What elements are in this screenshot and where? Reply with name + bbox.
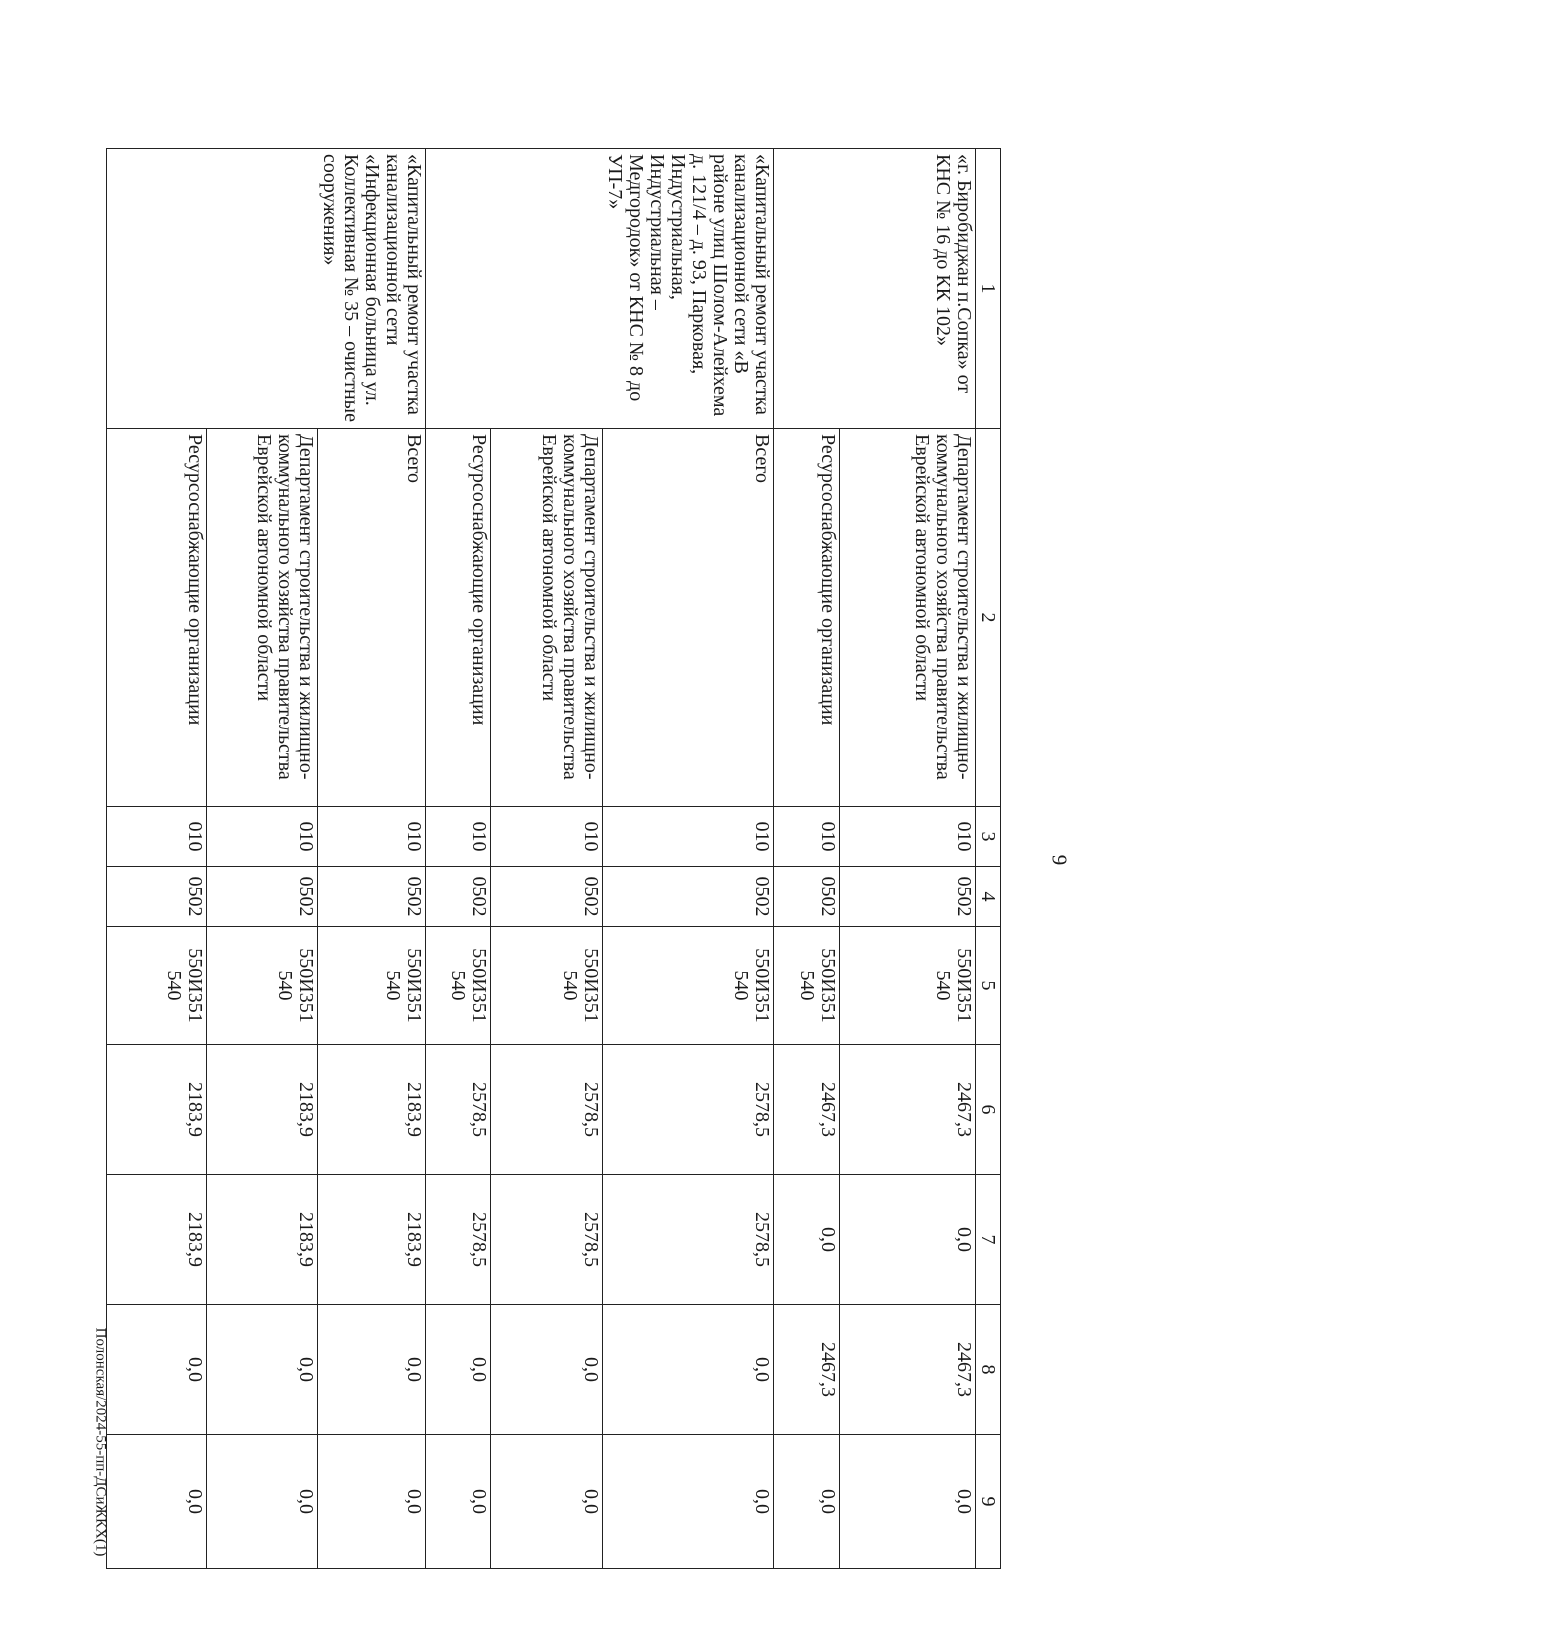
table-row <box>107 149 207 1569</box>
code-cell: 0502 <box>603 867 774 927</box>
object-name-cell <box>774 149 840 429</box>
code-cell: 0502 <box>840 867 976 927</box>
amount-cell: 2183,9 <box>318 1045 426 1175</box>
object-name-cell: «Капитальный ремонт участка канализационной сети «В районе улиц Шолом-Алейхема д. 121/4 – д. 93, Парковая, Индустриальная, Индустриальная – Медгородок» от КНС № 8 до УП-7» <box>603 149 774 429</box>
amount-cell: 2183,9 <box>207 1045 318 1175</box>
code-cell: 0502 <box>491 867 603 927</box>
organization-cell: Всего <box>603 429 774 807</box>
code-cell: 550И351 540 <box>107 927 207 1045</box>
object-name-cell: «Капитальный ремонт участка канализационной сети «Инфекционная больница ул. Коллективная № 35 – очистные сооружения» <box>318 149 426 429</box>
amount-cell: 0,0 <box>426 1435 491 1569</box>
code-cell: 550И351 540 <box>774 927 840 1045</box>
amount-cell: 2183,9 <box>107 1175 207 1305</box>
organization-cell: Всего <box>318 429 426 807</box>
amount-cell: 2183,9 <box>207 1175 318 1305</box>
object-name-cell <box>491 149 603 429</box>
header-cell: 9 <box>976 1435 1001 1569</box>
table-row <box>774 149 840 1569</box>
code-cell: 010 <box>426 807 491 867</box>
table-row <box>318 149 426 1569</box>
code-cell: 0502 <box>318 867 426 927</box>
code-cell: 0502 <box>774 867 840 927</box>
organization-cell: Ресурсоснабжающие организации <box>426 429 491 807</box>
code-cell: 550И351 540 <box>318 927 426 1045</box>
amount-cell: 2183,9 <box>318 1175 426 1305</box>
amount-cell: 0,0 <box>207 1435 318 1569</box>
table-row <box>840 149 976 1569</box>
amount-cell: 0,0 <box>491 1435 603 1569</box>
header-cell: 7 <box>976 1175 1001 1305</box>
rotated-table-area <box>136 148 1556 1514</box>
table-row <box>603 149 774 1569</box>
table-row <box>207 149 318 1569</box>
organization-cell: Департамент строительства и жилищно-коммунального хозяйства правительства Еврейской автономной области <box>840 429 976 807</box>
code-cell: 010 <box>107 807 207 867</box>
amount-cell: 0,0 <box>840 1175 976 1305</box>
code-cell: 550И351 540 <box>426 927 491 1045</box>
amount-cell: 0,0 <box>318 1435 426 1569</box>
amount-cell: 0,0 <box>774 1175 840 1305</box>
code-cell: 550И351 540 <box>840 927 976 1045</box>
code-cell: 550И351 540 <box>603 927 774 1045</box>
amount-cell: 2578,5 <box>603 1045 774 1175</box>
document-code: Полонская/2024-55-пп-ДСиЖКХ(1) <box>92 1327 109 1557</box>
amount-cell: 2578,5 <box>491 1045 603 1175</box>
table-row <box>426 149 491 1569</box>
amount-cell: 0,0 <box>318 1305 426 1435</box>
object-name-cell <box>207 149 318 429</box>
amount-cell: 0,0 <box>426 1305 491 1435</box>
amount-cell: 2578,5 <box>426 1175 491 1305</box>
code-cell: 010 <box>840 807 976 867</box>
code-cell: 010 <box>491 807 603 867</box>
header-cell: 8 <box>976 1305 1001 1435</box>
amount-cell: 2467,3 <box>774 1045 840 1175</box>
amount-cell: 0,0 <box>107 1435 207 1569</box>
amount-cell: 2578,5 <box>426 1045 491 1175</box>
header-cell: 2 <box>976 429 1001 807</box>
organization-cell: Департамент строительства и жилищно-коммунального хозяйства правительства Еврейской автономной области <box>491 429 603 807</box>
table-row <box>491 149 603 1569</box>
object-name-cell <box>426 149 491 429</box>
header-cell: 3 <box>976 807 1001 867</box>
amount-cell: 2183,9 <box>107 1045 207 1175</box>
header-cell: 1 <box>976 149 1001 429</box>
amount-cell: 2467,3 <box>840 1045 976 1175</box>
amount-cell: 0,0 <box>603 1305 774 1435</box>
amount-cell: 0,0 <box>107 1305 207 1435</box>
amount-cell: 2578,5 <box>603 1175 774 1305</box>
code-cell: 550И351 540 <box>207 927 318 1045</box>
table-header-row <box>976 149 1001 1569</box>
header-cell: 5 <box>976 927 1001 1045</box>
code-cell: 010 <box>207 807 318 867</box>
code-cell: 010 <box>318 807 426 867</box>
amount-cell: 2467,3 <box>774 1305 840 1435</box>
object-name-cell <box>107 149 207 429</box>
header-cell: 4 <box>976 867 1001 927</box>
code-cell: 0502 <box>207 867 318 927</box>
code-cell: 0502 <box>426 867 491 927</box>
organization-cell: Ресурсоснабжающие организации <box>107 429 207 807</box>
amount-cell: 2467,3 <box>840 1305 976 1435</box>
header-cell: 6 <box>976 1045 1001 1175</box>
budget-table <box>106 148 1001 1569</box>
amount-cell: 0,0 <box>603 1435 774 1569</box>
code-cell: 0502 <box>107 867 207 927</box>
amount-cell: 0,0 <box>774 1435 840 1569</box>
organization-cell: Департамент строительства и жилищно-коммунального хозяйства правительства Еврейской автономной области <box>207 429 318 807</box>
code-cell: 010 <box>774 807 840 867</box>
amount-cell: 0,0 <box>491 1305 603 1435</box>
code-cell: 550И351 540 <box>491 927 603 1045</box>
object-name-cell: «г. Биробиджан п.Сопка» от КНС № 16 до КК 102» <box>840 149 976 429</box>
page-number: 9 <box>1047 854 1072 866</box>
organization-cell: Ресурсоснабжающие организации <box>774 429 840 807</box>
amount-cell: 2578,5 <box>491 1175 603 1305</box>
amount-cell: 0,0 <box>207 1305 318 1435</box>
code-cell: 010 <box>603 807 774 867</box>
amount-cell: 0,0 <box>840 1435 976 1569</box>
